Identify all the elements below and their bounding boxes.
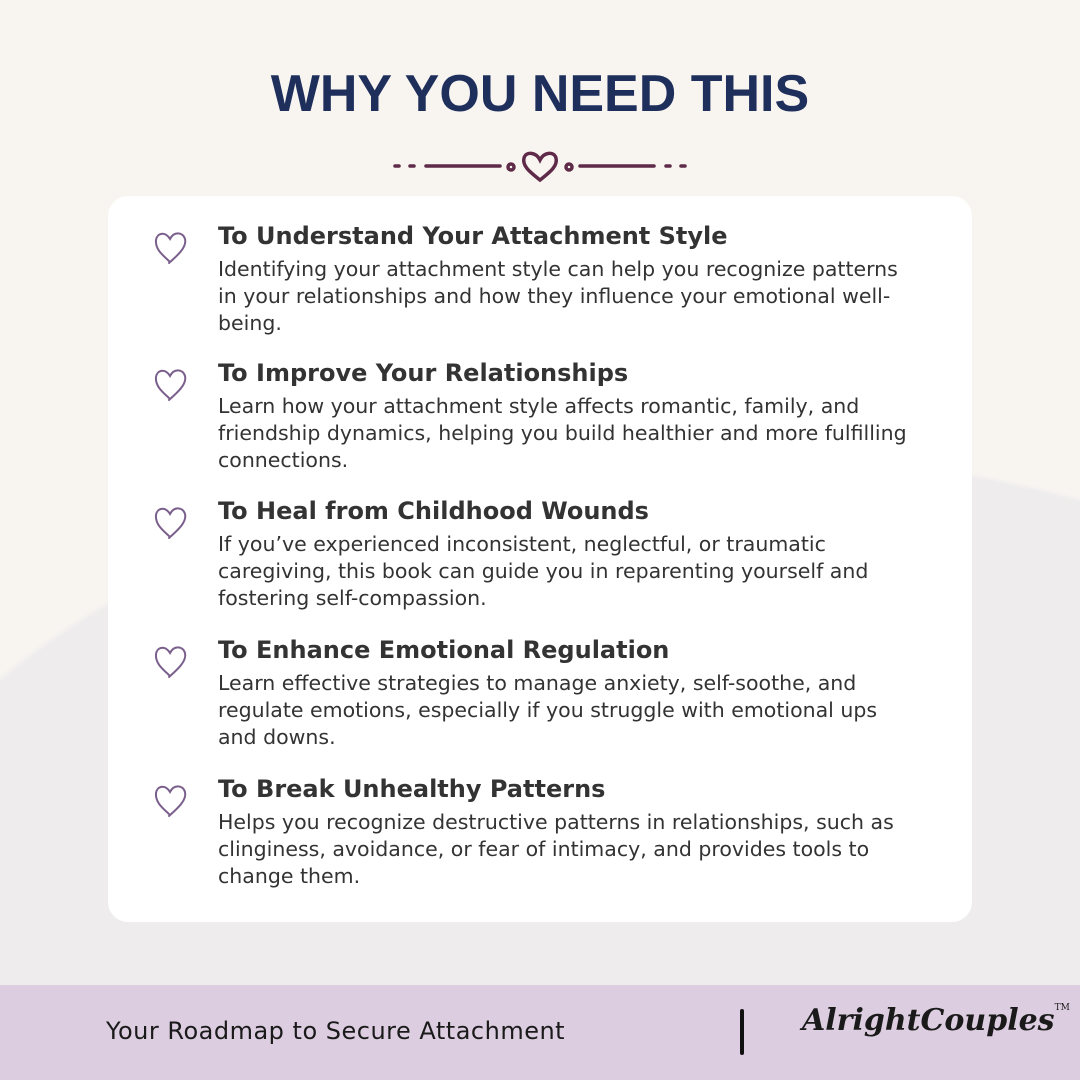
divider bbox=[740, 1009, 744, 1055]
heart-divider-icon bbox=[390, 148, 690, 188]
benefit-title: To Improve Your Relationships bbox=[218, 359, 629, 387]
footer bbox=[0, 985, 1080, 1080]
benefit-title: To Enhance Emotional Regulation bbox=[218, 636, 670, 664]
benefit-description: Identifying your attachment style can help you recognize patterns in your relationships and how they influence your emotional well-being. bbox=[218, 257, 898, 335]
benefits-card bbox=[108, 196, 972, 922]
heart-icon bbox=[152, 228, 190, 266]
tagline: Your Roadmap to Secure Attachment bbox=[106, 1017, 566, 1045]
benefit-description: Helps you recognize destructive patterns in relationships, such as clinginess, avoidance, or fear of intimacy, and provides tools to change them. bbox=[218, 810, 894, 888]
benefit-title: To Break Unhealthy Patterns bbox=[218, 775, 606, 803]
benefit-description: Learn effective strategies to manage anxiety, self-soothe, and regulate emotions, especially if you struggle with emotional ups and downs. bbox=[218, 671, 878, 749]
brand-logo: AlrightCouples™ bbox=[802, 1003, 1070, 1038]
heart-icon bbox=[152, 781, 190, 819]
heart-icon bbox=[152, 503, 190, 541]
benefit-title: To Understand Your Attachment Style bbox=[218, 222, 728, 250]
heart-icon bbox=[152, 365, 190, 403]
benefit-title: To Heal from Childhood Wounds bbox=[218, 497, 649, 525]
benefit-description: Learn how your attachment style affects romantic, family, and friendship dynamics, helping you build healthier and more fulfilling connections. bbox=[218, 394, 907, 472]
benefit-description: If you’ve experienced inconsistent, neglectful, or traumatic caregiving, this book can guide you in reparenting yourself and fostering self-compassion. bbox=[218, 532, 869, 610]
heart-icon bbox=[152, 642, 190, 680]
page-title: WHY YOU NEED THIS bbox=[270, 65, 810, 123]
